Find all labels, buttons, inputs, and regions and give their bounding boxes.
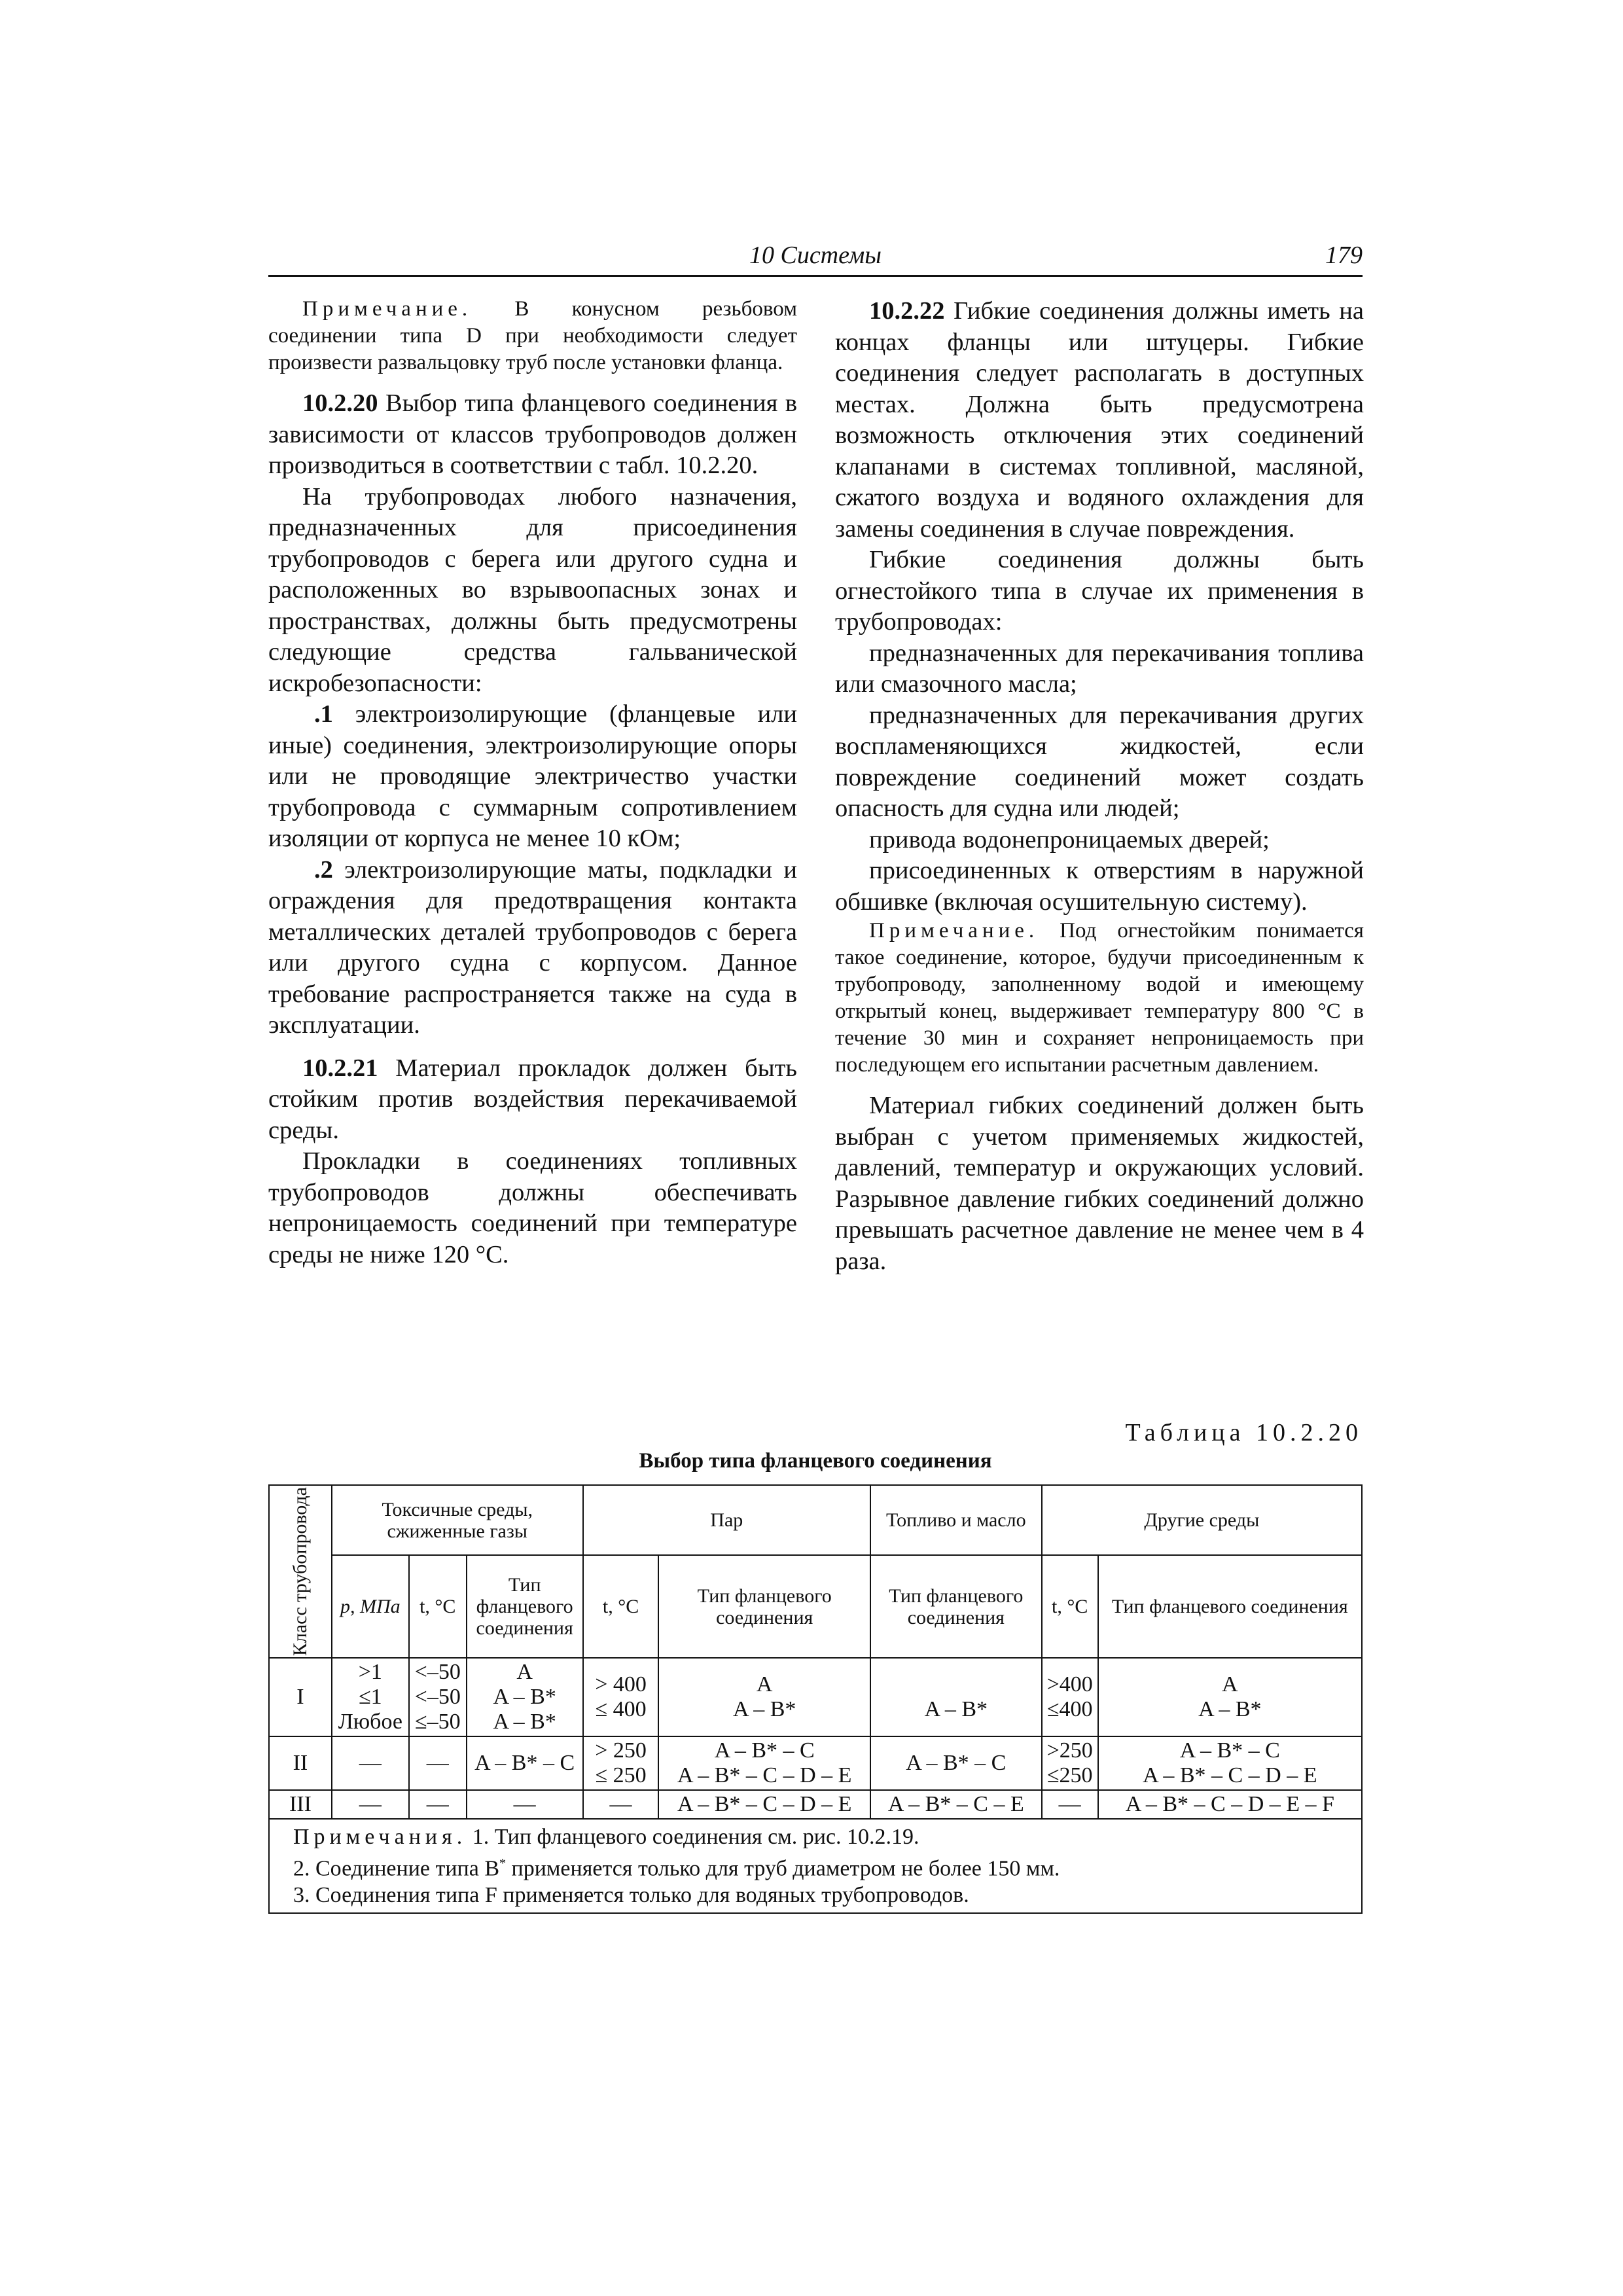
header-toxic: Токсичные среды, сжиженные газы bbox=[332, 1485, 583, 1555]
cell-temp: >400 ≤400 bbox=[1042, 1658, 1098, 1736]
cell-type: A – B* – C – D – E – F bbox=[1098, 1790, 1362, 1819]
cell-type: A A – B* bbox=[658, 1658, 870, 1736]
note-paragraph bbox=[268, 296, 797, 376]
table-row bbox=[269, 1736, 1362, 1790]
paragraph-fire: Гибкие соединения должны быть огнестойкого типа в случае их применения в трубопроводах: bbox=[835, 546, 1364, 636]
cell-type: A – B* – C – D – E bbox=[658, 1790, 870, 1819]
clause-number: 10.2.21 bbox=[302, 1054, 378, 1082]
cell-class: II bbox=[269, 1736, 332, 1790]
list-entry: присоединенных к отверстиям в наружной обшивке (включая осушительную систему). bbox=[835, 857, 1364, 916]
cell-pressure: — bbox=[332, 1790, 409, 1819]
list-entry: предназначенных для перекачивания других воспламеняющихся жидкостей, если повреждение соединений может создать опасность для судна или людей; bbox=[835, 701, 1364, 822]
table-note-2: 2. Соединение типа В* применяется только для труб диаметром не более 150 мм. bbox=[293, 1856, 1060, 1881]
left-column bbox=[268, 296, 797, 1270]
header-type: Тип фланцевого соединения bbox=[1098, 1555, 1362, 1658]
note-label: Примечание. bbox=[869, 919, 1039, 942]
clause-10-2-22 bbox=[835, 296, 1364, 545]
header-other: Другие среды bbox=[1042, 1485, 1362, 1555]
header-steam: Пар bbox=[583, 1485, 870, 1555]
cell-type: — bbox=[467, 1790, 583, 1819]
clause-text: Материал прокладок должен быть стойким против воздействия перекачиваемой среды. bbox=[268, 1054, 797, 1144]
item-number: .2 bbox=[314, 855, 333, 884]
cell-temp: — bbox=[409, 1790, 467, 1819]
cell-type: A A – B* bbox=[1098, 1658, 1362, 1736]
cell-type: A – B* – C bbox=[467, 1736, 583, 1790]
clause-text: Выбор типа фланцевого соединения в зависимости от классов трубопроводов должен производиться в соответствии с табл. 10.2.20. bbox=[268, 389, 797, 479]
note-paragraph bbox=[835, 918, 1364, 1079]
cell-type: A A – B* A – B* bbox=[467, 1658, 583, 1736]
clause-number: 10.2.20 bbox=[302, 389, 378, 417]
header-pressure: р, МПа bbox=[332, 1555, 409, 1658]
cell-type: A – B* – C A – B* – C – D – E bbox=[1098, 1736, 1362, 1790]
cell-type: A – B* – C A – B* – C – D – E bbox=[658, 1736, 870, 1790]
table-row bbox=[269, 1658, 1362, 1736]
paragraph-material: Материал гибких соединений должен быть выбран с учетом применяемых жидкостей, давлений, температур и окружающих условий. Разрывное давление гибких соединений должно превышать расчетное давление не менее чем в 4 раза. bbox=[835, 1092, 1364, 1275]
cell-temp: > 250 ≤ 250 bbox=[583, 1736, 659, 1790]
table-note-1: Примечания. 1. Тип фланцевого соединения см. рис. 10.2.19. bbox=[293, 1825, 919, 1850]
page-header bbox=[268, 238, 1363, 277]
cell-temp: — bbox=[409, 1736, 467, 1790]
cell-class: III bbox=[269, 1790, 332, 1819]
list-entry: привода водонепроницаемых дверей; bbox=[869, 825, 1270, 853]
list-item-2 bbox=[268, 855, 797, 1041]
cell-type: A – B* bbox=[870, 1658, 1042, 1736]
cell-temp: — bbox=[1042, 1790, 1098, 1819]
header-fuel: Топливо и масло bbox=[870, 1485, 1042, 1555]
header-class: Класс трубопровода bbox=[269, 1485, 332, 1658]
item-text: электроизолирующие маты, подкладки и ограждения для предотвращения контакта металлических деталей трубопроводов с берега или другого судна с корпусом. Данное требование распространяется также на суда в эксплуатации. bbox=[268, 855, 797, 1039]
list-entry: предназначенных для перекачивания топлива или смазочного масла; bbox=[835, 639, 1364, 698]
clause-text: Гибкие соединения должны иметь на концах фланцы или штуцеры. Гибкие соединения следует располагать в доступных местах. Должна быть предусмотрена возможность отключения этих соединений клапанами в системах топливной, масляной, сжатого воздуха и водяного охлаждения для замены соединения в случае повреждения. bbox=[835, 297, 1364, 543]
running-head: 10 Системы bbox=[749, 242, 882, 269]
header-temp: t, °C bbox=[409, 1555, 467, 1658]
header-type: Тип фланцевого соединения bbox=[870, 1555, 1042, 1658]
clause-10-2-20 bbox=[268, 388, 797, 482]
cell-temp: > 400 ≤ 400 bbox=[583, 1658, 659, 1736]
note-text: Под огнестойким понимается такое соединение, которое, будучи присоединенным к трубопроводу, заполненному водой и имеющему открытый конец, выдерживает температуру 800 °С в течение 30 мин и сохраняет непроницаемость при последующем его испытании расчетным давлением. bbox=[835, 919, 1364, 1077]
table-caption: Таблица 10.2.20 bbox=[1125, 1419, 1363, 1446]
cell-temp: >250 ≤250 bbox=[1042, 1736, 1098, 1790]
right-column bbox=[835, 296, 1364, 1277]
table-row bbox=[269, 1790, 1362, 1819]
table-header-row bbox=[269, 1485, 1362, 1555]
table-note-3: 3. Соединения типа F применяется только для водяных трубопроводов. bbox=[293, 1883, 969, 1908]
paragraph-pipelines: На трубопроводах любого назначения, предназначенных для присоединения трубопроводов с берега или другого судна и расположенных во взрывоопасных зонах и пространствах, должны быть предусмотрены следующие средства гальванической искробезопасности: bbox=[268, 482, 797, 697]
header-type: Тип фланцевого соединения bbox=[658, 1555, 870, 1658]
flange-table bbox=[268, 1484, 1363, 1914]
cell-class: I bbox=[269, 1658, 332, 1736]
note-text: В конусном резьбовом соединении типа D при необходимости следует произвести развальцовку труб после установки фланца. bbox=[268, 297, 797, 374]
cell-pressure: — bbox=[332, 1736, 409, 1790]
table-subheader-row bbox=[269, 1555, 1362, 1658]
note-label: Примечание. bbox=[302, 297, 473, 321]
clause-number: 10.2.22 bbox=[869, 297, 945, 325]
page-number: 179 bbox=[1325, 242, 1363, 269]
cell-temp: <–50 <–50 ≤–50 bbox=[409, 1658, 467, 1736]
header-type: Тип фланцевого соединения bbox=[467, 1555, 583, 1658]
item-text: электроизолирующие (фланцевые или иные) соединения, электроизолирующие опоры или не проводящие электричество участки трубопровода с суммарным сопротивлением изоляции от корпуса не менее 10 кОм; bbox=[268, 700, 797, 852]
paragraph-gaskets: Прокладки в соединениях топливных трубопроводов должны обеспечивать непроницаемость соединений при температуре среды не ниже 120 °С. bbox=[268, 1147, 797, 1268]
cell-temp: — bbox=[583, 1790, 659, 1819]
table-notes bbox=[269, 1819, 1362, 1913]
clause-10-2-21 bbox=[268, 1053, 797, 1147]
header-temp: t, °C bbox=[583, 1555, 659, 1658]
table-title: Выбор типа фланцевого соединения bbox=[639, 1449, 992, 1473]
cell-pressure: >1 ≤1 Любое bbox=[332, 1658, 409, 1736]
item-number: .1 bbox=[314, 700, 333, 728]
list-item-1 bbox=[268, 699, 797, 855]
cell-type: A – B* – C – E bbox=[870, 1790, 1042, 1819]
header-temp: t, °C bbox=[1042, 1555, 1098, 1658]
table-notes-row bbox=[269, 1819, 1362, 1913]
cell-type: A – B* – C bbox=[870, 1736, 1042, 1790]
